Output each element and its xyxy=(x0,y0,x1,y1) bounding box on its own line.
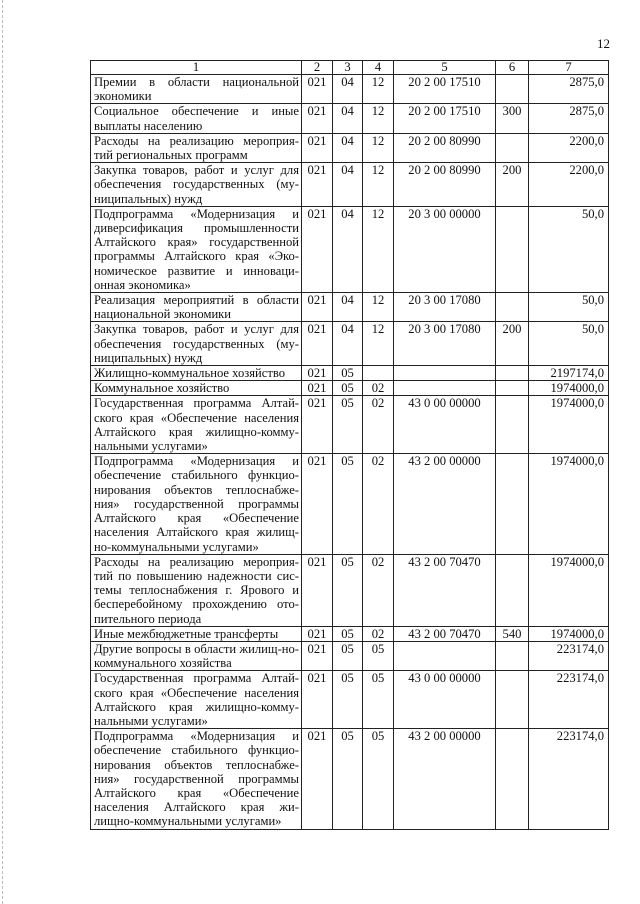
section-cell: 05 xyxy=(333,641,363,670)
target-article-cell: 20 2 00 17510 xyxy=(394,104,496,133)
section-cell: 05 xyxy=(333,366,363,381)
admin-code-cell: 021 xyxy=(302,396,333,454)
expense-type-cell xyxy=(496,454,529,554)
table-row xyxy=(91,729,609,829)
target-article-cell xyxy=(394,381,496,396)
subsection-cell: 02 xyxy=(363,381,394,396)
subsection-cell: 12 xyxy=(363,75,394,104)
target-article-cell xyxy=(394,366,496,381)
target-article-cell: 43 0 00 00000 xyxy=(394,396,496,454)
expense-type-cell xyxy=(496,206,529,292)
subsection-cell: 02 xyxy=(363,554,394,626)
subsection-cell: 02 xyxy=(363,626,394,641)
table-body xyxy=(91,75,609,830)
admin-code-cell: 021 xyxy=(302,641,333,670)
expense-type-cell xyxy=(496,671,529,729)
expense-type-cell xyxy=(496,366,529,381)
subsection-cell: 02 xyxy=(363,396,394,454)
amount-cell: 1974000,0 xyxy=(529,554,609,626)
expense-type-cell xyxy=(496,381,529,396)
admin-code-cell: 021 xyxy=(302,454,333,554)
page-number: 12 xyxy=(597,36,610,51)
row-name-cell: Государственная программа Алтай-ского края «Обеспечение населения Алтайского края жилищно-комму-нальными услугами» xyxy=(91,396,302,454)
header-col-7: 7 xyxy=(529,61,609,75)
target-article-cell: 43 2 00 00000 xyxy=(394,729,496,829)
section-cell: 05 xyxy=(333,396,363,454)
section-cell: 04 xyxy=(333,293,363,322)
admin-code-cell: 021 xyxy=(302,554,333,626)
row-name-cell: Закупка товаров, работ и услуг для обеспечения государственных (му-ниципальных) нужд xyxy=(91,322,302,366)
table-row xyxy=(91,381,609,396)
amount-cell: 2200,0 xyxy=(529,133,609,162)
page-edge-line xyxy=(2,0,3,904)
header-col-1: 1 xyxy=(91,61,302,75)
table-row xyxy=(91,454,609,554)
amount-cell: 1974000,0 xyxy=(529,381,609,396)
subsection-cell xyxy=(363,366,394,381)
target-article-cell: 20 2 00 17510 xyxy=(394,75,496,104)
amount-cell: 1974000,0 xyxy=(529,626,609,641)
expense-type-cell xyxy=(496,554,529,626)
target-article-cell: 20 2 00 80990 xyxy=(394,163,496,207)
row-name-cell: Подпрограмма «Модернизация и диверсификация промышленности Алтайского края» государственной программы Алтайского края «Эко-номическое развитие и инноваци-онная экономика» xyxy=(91,206,302,292)
subsection-cell: 12 xyxy=(363,163,394,207)
expense-type-cell xyxy=(496,75,529,104)
amount-cell: 1974000,0 xyxy=(529,396,609,454)
section-cell: 05 xyxy=(333,454,363,554)
expense-type-cell: 200 xyxy=(496,163,529,207)
amount-cell: 2200,0 xyxy=(529,163,609,207)
section-cell: 04 xyxy=(333,206,363,292)
admin-code-cell: 021 xyxy=(302,293,333,322)
row-name-cell: Премии в области национальной экономики xyxy=(91,75,302,104)
row-name-cell: Другие вопросы в области жилищ-но-коммунального хозяйства xyxy=(91,641,302,670)
target-article-cell: 20 3 00 17080 xyxy=(394,322,496,366)
target-article-cell: 20 3 00 17080 xyxy=(394,293,496,322)
section-cell: 05 xyxy=(333,381,363,396)
amount-cell: 1974000,0 xyxy=(529,454,609,554)
table-row xyxy=(91,104,609,133)
section-cell: 05 xyxy=(333,554,363,626)
subsection-cell: 12 xyxy=(363,104,394,133)
admin-code-cell: 021 xyxy=(302,626,333,641)
table-row xyxy=(91,163,609,207)
row-name-cell: Государственная программа Алтай-ского края «Обеспечение населения Алтайского края жилищно-комму-нальными услугами» xyxy=(91,671,302,729)
header-col-6: 6 xyxy=(496,61,529,75)
header-col-4: 4 xyxy=(363,61,394,75)
row-name-cell: Закупка товаров, работ и услуг для обеспечения государственных (му-ниципальных) нужд xyxy=(91,163,302,207)
header-row xyxy=(91,61,609,75)
section-cell: 04 xyxy=(333,104,363,133)
admin-code-cell: 021 xyxy=(302,729,333,829)
target-article-cell xyxy=(394,641,496,670)
target-article-cell: 20 2 00 80990 xyxy=(394,133,496,162)
budget-table xyxy=(90,60,609,830)
expense-type-cell xyxy=(496,293,529,322)
expense-type-cell xyxy=(496,641,529,670)
table-row xyxy=(91,75,609,104)
table-row xyxy=(91,366,609,381)
subsection-cell: 12 xyxy=(363,322,394,366)
expense-type-cell: 540 xyxy=(496,626,529,641)
admin-code-cell: 021 xyxy=(302,75,333,104)
subsection-cell: 02 xyxy=(363,454,394,554)
amount-cell: 50,0 xyxy=(529,293,609,322)
row-name-cell: Реализация мероприятий в области национальной экономики xyxy=(91,293,302,322)
target-article-cell: 43 2 00 70470 xyxy=(394,554,496,626)
table-row xyxy=(91,641,609,670)
subsection-cell: 12 xyxy=(363,293,394,322)
section-cell: 04 xyxy=(333,133,363,162)
expense-type-cell xyxy=(496,396,529,454)
subsection-cell: 05 xyxy=(363,729,394,829)
target-article-cell: 43 0 00 00000 xyxy=(394,671,496,729)
table-row xyxy=(91,396,609,454)
subsection-cell: 12 xyxy=(363,133,394,162)
row-name-cell: Подпрограмма «Модернизация и обеспечение стабильного функцио-нирования объектов теплоснабже-ния» государственной программы Алтайского края «Обеспечение населения Алтайского края жи-лищно-коммунальными услугами» xyxy=(91,729,302,829)
row-name-cell: Подпрограмма «Модернизация и обеспечение стабильного функцио-нирования объектов теплоснабже-ния» государственной программы Алтайского края «Обеспечение населения Алтайского края жилищ-но-коммунальными услугами» xyxy=(91,454,302,554)
admin-code-cell: 021 xyxy=(302,671,333,729)
subsection-cell: 05 xyxy=(363,671,394,729)
row-name-cell: Расходы на реализацию мероприя-тий по повышению надежности сис-темы теплоснабжения г. Ярового и бесперебойному прохождению ото-пительного периода xyxy=(91,554,302,626)
table-row xyxy=(91,293,609,322)
target-article-cell: 20 3 00 00000 xyxy=(394,206,496,292)
expense-type-cell: 300 xyxy=(496,104,529,133)
amount-cell: 223174,0 xyxy=(529,671,609,729)
section-cell: 04 xyxy=(333,163,363,207)
table-row xyxy=(91,626,609,641)
section-cell: 04 xyxy=(333,75,363,104)
amount-cell: 223174,0 xyxy=(529,729,609,829)
row-name-cell: Расходы на реализацию мероприя-тий региональных программ xyxy=(91,133,302,162)
admin-code-cell: 021 xyxy=(302,366,333,381)
section-cell: 04 xyxy=(333,322,363,366)
row-name-cell: Коммунальное хозяйство xyxy=(91,381,302,396)
subsection-cell: 12 xyxy=(363,206,394,292)
expense-type-cell xyxy=(496,729,529,829)
header-col-3: 3 xyxy=(333,61,363,75)
section-cell: 05 xyxy=(333,671,363,729)
table-row xyxy=(91,133,609,162)
row-name-cell: Жилищно-коммунальное хозяйство xyxy=(91,366,302,381)
table-row xyxy=(91,322,609,366)
header-col-2: 2 xyxy=(302,61,333,75)
admin-code-cell: 021 xyxy=(302,133,333,162)
target-article-cell: 43 2 00 70470 xyxy=(394,626,496,641)
admin-code-cell: 021 xyxy=(302,322,333,366)
section-cell: 05 xyxy=(333,626,363,641)
admin-code-cell: 021 xyxy=(302,104,333,133)
target-article-cell: 43 2 00 00000 xyxy=(394,454,496,554)
table-row xyxy=(91,671,609,729)
subsection-cell: 05 xyxy=(363,641,394,670)
amount-cell: 2197174,0 xyxy=(529,366,609,381)
admin-code-cell: 021 xyxy=(302,163,333,207)
amount-cell: 223174,0 xyxy=(529,641,609,670)
table-row xyxy=(91,206,609,292)
amount-cell: 2875,0 xyxy=(529,75,609,104)
amount-cell: 2875,0 xyxy=(529,104,609,133)
row-name-cell: Иные межбюджетные трансферты xyxy=(91,626,302,641)
expense-type-cell xyxy=(496,133,529,162)
amount-cell: 50,0 xyxy=(529,322,609,366)
expense-type-cell: 200 xyxy=(496,322,529,366)
table-row xyxy=(91,554,609,626)
header-col-5: 5 xyxy=(394,61,496,75)
admin-code-cell: 021 xyxy=(302,381,333,396)
row-name-cell: Социальное обеспечение и иные выплаты населению xyxy=(91,104,302,133)
amount-cell: 50,0 xyxy=(529,206,609,292)
admin-code-cell: 021 xyxy=(302,206,333,292)
section-cell: 05 xyxy=(333,729,363,829)
